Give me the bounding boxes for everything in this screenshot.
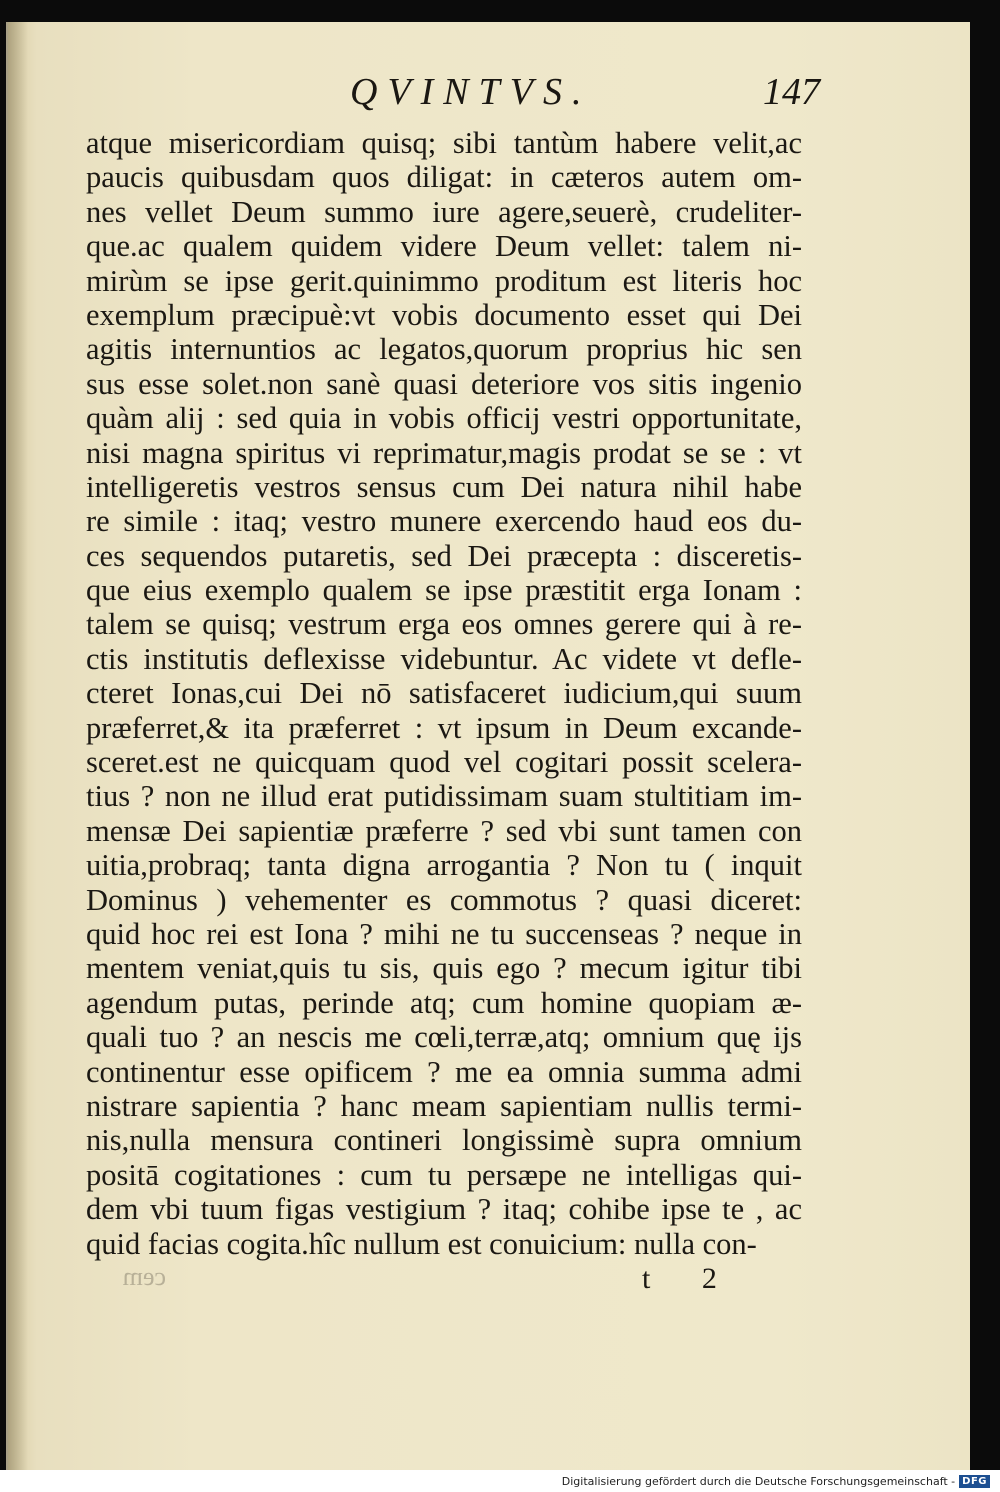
text-line: quàm alij : sed quia in vobis officij vestri opportunitate, [86,401,802,436]
text-line: mensæ Dei sapientiæ præferre ? sed vbi sunt tamen con [86,813,802,848]
text-line: nis,nulla mensura contineri longissimè supra omnium [86,1123,802,1158]
text-line: tius ? non ne illud erat putidissimam suam stultitiam im- [86,779,802,814]
text-line: ces sequendos putaretis, sed Dei præcepta : disceretis- [86,538,802,573]
text-line: dem vbi tuum figas vestigium ? itaq; cohibe ipse te , ac [86,1192,802,1227]
running-head: QVINTVS. [350,71,592,113]
page-footer [86,1262,802,1302]
text-line: exemplum præcipuè:vt vobis documento esset qui Dei [86,297,802,332]
text-line: mentem veniat,quis tu sis, quis ego ? mecum igitur tibi [86,951,802,986]
page-header [350,70,830,120]
page-gutter-shadow [8,22,28,1470]
text-line: que.ac qualem quidem videre Deum vellet: talem ni- [86,229,802,264]
page-number: 147 [763,71,820,113]
text-line: Dominus ) vehementer es commotus ? quasi diceret: [86,882,802,917]
text-line: nes vellet Deum summo iure agere,seuerè, crudeliter- [86,194,802,229]
text-line: positā cogitationes : cum tu persæpe ne intelligas qui- [86,1157,802,1192]
bleed-through-text: cem [122,1262,166,1291]
text-line: atque misericordiam quisq; sibi tantùm habere velit,ac [86,126,802,160]
text-line: nistrare sapientia ? hanc meam sapientiam nullis termi- [86,1088,802,1123]
text-line: agitis internuntios ac legatos,quorum proprius hic sen [86,332,802,367]
text-line: sus esse solet.non sanè quasi deteriore vos sitis ingenio [86,366,802,401]
text-line: mirùm se ipse gerit.quinimmo proditum est literis hoc [86,263,802,298]
dfg-logo: DFG [959,1475,990,1488]
text-line: nisi magna spiritus vi reprimatur,magis prodat se se : vt [86,435,802,470]
text-line: que eius exemplo qualem se ipse præstitit erga Ionam : [86,573,802,608]
text-line: paucis quibusdam quos diligat: in cæteros autem om- [86,160,802,195]
text-line: continentur esse opificem ? me ea omnia summa admi [86,1054,802,1089]
text-line: sceret.est ne quicquam quod vel cogitari possit scelera- [86,745,802,780]
attribution-bar [562,1472,990,1490]
text-line: agendum putas, perinde atq; cum homine quopiam æ- [86,985,802,1020]
text-line: quid hoc rei est Iona ? mihi ne tu succenseas ? neque in [86,916,802,951]
text-line: intelligeretis vestros sensus cum Dei natura nihil habe [86,469,802,504]
attribution-text: Digitalisierung gefördert durch die Deutsche Forschungsgemeinschaft - [561,1474,956,1488]
text-line: uitia,probraq; tanta digna arrogantia ? Non tu ( inquit [86,848,802,883]
signature-mark: t 2 [642,1262,739,1295]
text-line: quid facias cogita.hîc nullum est conuicium: nulla con- [86,1226,757,1261]
text-line: cteret Ionas,cui Dei nō satisfaceret iudicium,qui suum [86,676,802,711]
text-line: quali tuo ? an nescis me cœli,terræ,atq; omnium quę ijs [86,1020,802,1055]
text-line: talem se quisq; vestrum erga eos omnes gerere qui à re- [86,607,802,642]
text-line: præferret,& ita præferret : vt ipsum in Deum excande- [86,710,802,745]
text-line: re simile : itaq; vestro munere exercendo haud eos du- [86,504,802,539]
body-text [86,126,802,1261]
text-line: ctis institutis deflexisse videbuntur. Ac videte vt defle- [86,641,802,676]
